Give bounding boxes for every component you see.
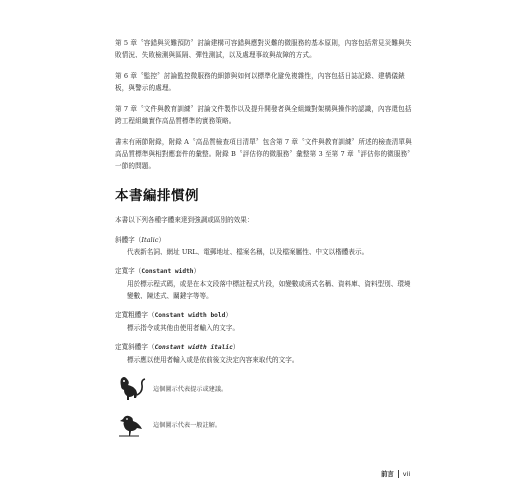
footer-label: 前言 bbox=[381, 470, 394, 478]
term-label: 斜體字（ bbox=[115, 236, 142, 244]
term-label: 定寬斜體字（ bbox=[115, 343, 155, 351]
term-constant-width-italic bbox=[115, 341, 415, 354]
crow-icon bbox=[115, 409, 147, 439]
paragraph-chapter-6: 第 6 章〝監控〞討論監控微服務的細節與如何以標準化避免複雜性，內容包括日誌記錄、建構儀錶板，與警示的處理。 bbox=[115, 72, 405, 92]
term-constant-width bbox=[115, 265, 415, 278]
section-intro: 本書以下列各種字體來達到強調或區別的效果： bbox=[115, 216, 254, 224]
term-constant-width-desc: 用於標示程式碼，或是在本文段落中標註程式片段，如變數或函式名稱、資料庫、資料型別、環境變數、陳述式、關鍵字等等。 bbox=[127, 280, 411, 300]
term-label: 定寬字（ bbox=[115, 267, 142, 275]
section-heading: 本書編排慣例 bbox=[115, 188, 199, 204]
term-label: 定寬粗體字（ bbox=[115, 311, 155, 319]
general-note bbox=[115, 409, 415, 439]
term-constant-width-bold bbox=[115, 309, 415, 322]
tip-note bbox=[115, 373, 415, 403]
term-sample: Constant width bbox=[141, 268, 194, 275]
term-sample: Constant width italic bbox=[154, 344, 233, 351]
tip-note-text: 這個圖示代表提示或建議。 bbox=[153, 385, 228, 393]
page-number: vii bbox=[402, 469, 411, 478]
general-note-text: 這個圖示代表一般註解。 bbox=[153, 421, 222, 429]
term-constant-width-bold-desc: 標示指令或其他由使用者輸入的文字。 bbox=[127, 324, 240, 332]
term-italic-desc: 代表新名詞、網址 URL、電郵地址、檔案名稱，以及檔案屬性、中文以楷體表示。 bbox=[127, 248, 369, 256]
term-close: ） bbox=[232, 343, 240, 351]
term-constant-width-italic-desc: 標示應以使用者輸入或是依前後文決定內容來取代的文字。 bbox=[127, 356, 299, 364]
term-sample: Constant width bold bbox=[154, 312, 226, 319]
paragraph-chapter-7: 第 7 章〝文件與教育訓練〞討論文件製作以及提升開發者與全組織對架構與操作的認識，內容還包括跨工程組織實作高品質標準的實務策略。 bbox=[115, 105, 412, 125]
page-footer bbox=[381, 469, 410, 478]
term-close: ） bbox=[225, 311, 232, 319]
term-sample: Italic bbox=[141, 236, 159, 244]
footer-divider bbox=[398, 470, 399, 478]
lemur-icon bbox=[115, 373, 147, 403]
term-close: ） bbox=[158, 236, 166, 244]
paragraph-appendix: 書末有兩節附錄，附錄 A〝高品質檢查項目清單〞包含第 7 章〝文件與教育訓練〞所述的檢查清單與高品質標準與相對應套件的彙整。附錄 B〝評估你的微服務〞彙整第 3 至第 7 章〝評估你的微服務〞一節的問題。 bbox=[115, 138, 414, 170]
term-close: ） bbox=[193, 267, 201, 275]
text-column bbox=[115, 37, 415, 439]
term-italic bbox=[115, 234, 415, 246]
paragraph-chapter-5: 第 5 章〝容錯與災難預防〞討論建構可容錯與應對災難的微服務的基本原則，內容包括常見災難與失敗情況、失敗檢測與區隔、彈性測試，以及處理事故與故障的方式。 bbox=[115, 39, 412, 59]
